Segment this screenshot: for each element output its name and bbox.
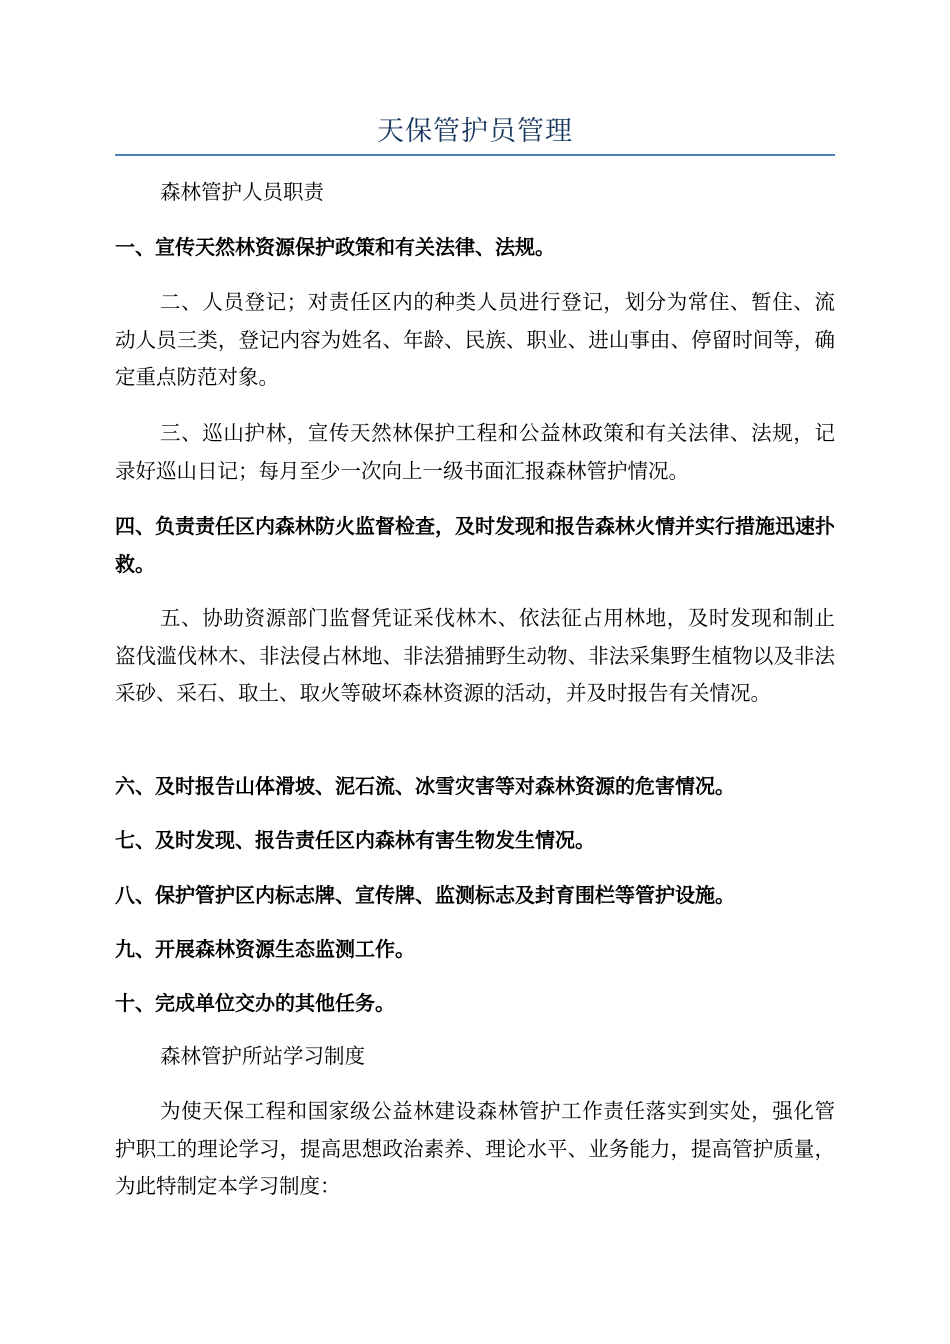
duty-item-5: 五、协助资源部门监督凭证采伐林木、依法征占用林地，及时发现和制止盗伐滥伐林木、非法侵占林地、非法猎捕野生动物、非法采集野生植物以及非法采砂、采石、取土、取火等破坏森林资源的活动，并及时报告有关情况。 [115, 606, 835, 705]
duty-item-8: 八、保护管护区内标志牌、宣传牌、监测标志及封育围栏等管护设施。 [115, 883, 735, 907]
duty-item-1: 一、宣传天然林资源保护政策和有关法律、法规。 [115, 235, 555, 259]
section-heading-duties: 森林管护人员职责 [160, 180, 324, 204]
duty-item-7: 七、及时发现、报告责任区内森林有害生物发生情况。 [115, 828, 595, 852]
duty-item-3: 三、巡山护林，宣传天然林保护工程和公益林政策和有关法律、法规，记录好巡山日记；每月至少一次向上一级书面汇报森林管护情况。 [115, 421, 835, 483]
study-intro-paragraph: 为使天保工程和国家级公益林建设森林管护工作责任落实到实处，强化管护职工的理论学习，提高思想政治素养、理论水平、业务能力，提高管护质量，为此特制定本学习制度： [115, 1099, 835, 1198]
duty-item-10: 十、完成单位交办的其他任务。 [115, 991, 395, 1015]
section-heading-study: 森林管护所站学习制度 [160, 1044, 365, 1068]
duty-item-2: 二、人员登记；对责任区内的种类人员进行登记，划分为常住、暂住、流动人员三类，登记内容为姓名、年龄、民族、职业、进山事由、停留时间等，确定重点防范对象。 [115, 290, 835, 389]
title-underline [115, 154, 835, 156]
document-title: 天保管护员管理 [377, 116, 573, 147]
duty-item-9: 九、开展森林资源生态监测工作。 [115, 937, 415, 961]
duty-item-6: 六、及时报告山体滑坡、泥石流、冰雪灾害等对森林资源的危害情况。 [115, 774, 735, 798]
duty-item-4: 四、负责责任区内森林防火监督检查，及时发现和报告森林火情并实行措施迅速扑救。 [115, 514, 835, 576]
